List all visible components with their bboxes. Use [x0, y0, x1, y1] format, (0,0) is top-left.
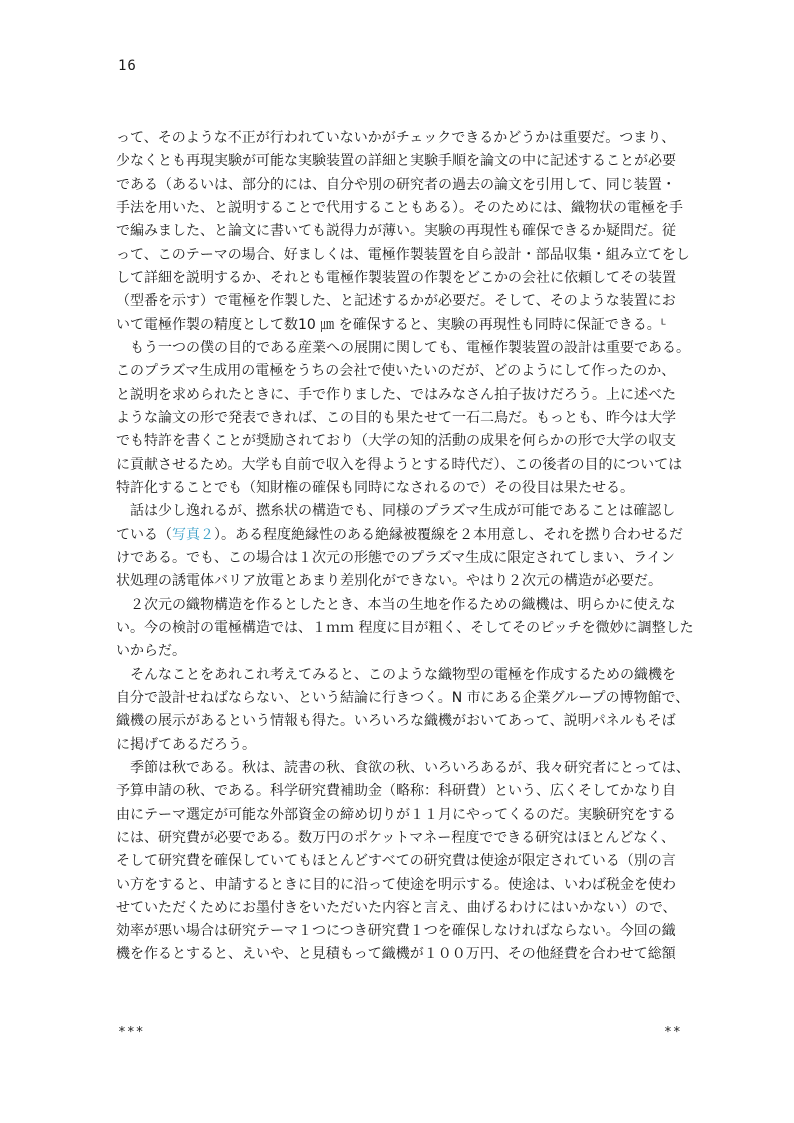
text-line: 話は少し逸れるが、撚糸状の構造でも、同様のプラズマ生成が可能であることは確認し	[116, 503, 676, 520]
text-line: いて電極作製の精度として数10 ㎛ を確保すると、実験の再現性も同時に保証できる。ᴸ	[116, 316, 666, 333]
text-line: に掲げてあるだろう。	[116, 736, 256, 753]
text-line: で編みました、と論文に書いても説得力が薄い。実験の再現性も確保できるか疑問だ。従	[116, 223, 676, 240]
text-line: ような論文の形で発表できれば、この目的も果たせて一石二鳥だ。もっとも、昨今は大学	[116, 409, 676, 426]
text-line: と説明を求められたときに、手で作りました、ではみなさん拍子抜けだろう。上に述べた	[116, 386, 676, 403]
text-line: 少なくとも再現実験が可能な実験装置の詳細と実験手順を論文の中に記述することが必要	[116, 153, 676, 170]
text-line: もう一つの僕の目的である産業への展開に関しても、電極作製装置の設計は重要である。	[116, 339, 690, 356]
footer-right-mark: **	[664, 1025, 682, 1040]
text-line: 予算申請の秋、である。科学研究費補助金（略称：科研費）という、広くそしてかなり自	[116, 783, 676, 800]
text-line: 由にテーマ選定が可能な外部資金の締め切りが１１月にやってくるのだ。実験研究をする	[116, 806, 676, 823]
text-line: （型番を示す）で電極を作製した、と記述するかが必要だ。そして、そのような装置にお	[116, 293, 676, 310]
text-line: 手法を用いた、と説明することで代用することもある）。そのためには、織物状の電極を手	[116, 199, 683, 216]
page-number: 16	[118, 58, 137, 74]
text-line: い方をすると、申請するときに目的に沿って使途を明示する。使途は、いわば税金を使わ	[116, 876, 676, 893]
text-line: ２次元の織物構造を作るとしたとき、本当の生地を作るための織機は、明らかに使えな	[116, 596, 676, 613]
text-line: 効率が悪い場合は研究テーマ１つにつき研究費１つを確保しなければならない。今回の織	[116, 923, 676, 940]
text-line: には、研究費が必要である。数万円のポケットマネー程度でできる研究はほとんどなく、	[116, 829, 676, 846]
text-line: そして研究費を確保していてもほとんどすべての研究費は使途が限定されている（別の言	[116, 853, 676, 870]
footer-left-mark: ***	[118, 1025, 145, 1040]
text-line: 自分で設計せねばならない、という結論に行きつく。N 市にある企業グループの博物館で、	[116, 689, 690, 706]
text-line: そんなことをあれこれ考えてみると、このような織物型の電極を作成するための織機を	[116, 666, 676, 683]
text-line: けである。でも、この場合は１次元の形態でのプラズマ生成に限定されてしまい、ライン	[116, 549, 675, 566]
text-segment: ）。ある程度絶縁性のある絶縁被覆線を２本用意し、それを撚り合わせるだ	[214, 526, 683, 543]
text-line: 季節は秋である。秋は、読書の秋、食欲の秋、いろいろあるが、我々研究者にとっては、	[116, 759, 690, 776]
text-line: 特許化することでも（知財権の確保も同時になされるので）その役目は果たせる。	[116, 479, 634, 496]
photo-reference-link[interactable]: 写真２	[172, 526, 214, 543]
text-line: せていただくためにお墨付きをいただいた内容と言え、曲げるわけにはいかない）ので、	[116, 899, 677, 916]
text-line: でも特許を書くことが奨励されており（大学の知的活動の成果を何らかの形で大学の収支	[116, 433, 676, 450]
text-line: である（あるいは、部分的には、自分や別の研究者の過去の論文を引用して、同じ装置・	[116, 176, 676, 193]
text-line: このプラズマ生成用の電極をうちの会社で使いたいのだが、どのようにして作ったのか、	[116, 363, 676, 380]
text-line: 状処理の誘電体バリア放電とあまり差別化ができない。やはり２次元の構造が必要だ。	[116, 573, 662, 590]
text-line: 織機の展示があるという情報も得た。いろいろな織機がおいてあって、説明パネルもそば	[116, 713, 676, 730]
text-line: に貢献させるため。大学も自前で収入を得ようとする時代だ）、この後者の目的については	[116, 456, 683, 473]
text-line: いからだ。	[116, 643, 186, 660]
body-text	[116, 127, 694, 967]
text-line: って、そのような不正が行われていないかがチェックできるかどうかは重要だ。つまり、	[116, 130, 676, 146]
text-line: 機を作るとすると、えいや、と見積もって織機が１００万円、その他経費を合わせて総額	[116, 946, 676, 963]
text-line-with-link	[116, 524, 686, 547]
text-segment: ている（	[116, 526, 172, 543]
text-line: って、このテーマの場合、好ましくは、電極作製装置を自ら設計・部品収集・組み立てをし	[116, 246, 690, 263]
text-line: い。今の検討の電極構造では、１ｍｍ 程度に目が粗く、そしてそのピッチを微妙に調整した	[116, 619, 694, 636]
text-line: して詳細を説明するか、それとも電極作製装置の作製をどこかの会社に依頼してその装置	[116, 269, 676, 286]
